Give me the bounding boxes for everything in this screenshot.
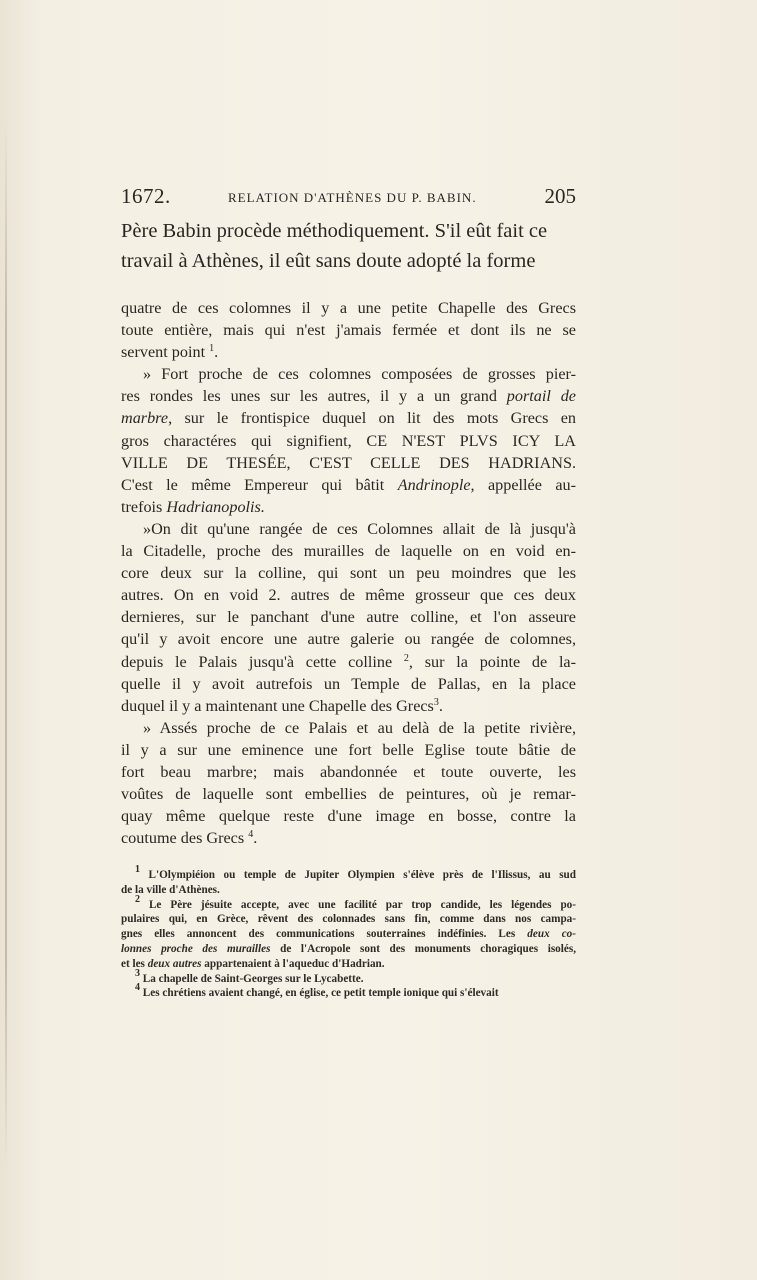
footnote-text: et les xyxy=(121,957,148,970)
footnote-text: de l'Acropole sont des monuments choragiques isolés, xyxy=(270,942,576,955)
footnote-line xyxy=(121,967,576,987)
footnote-line: de la ville d'Athènes. xyxy=(121,883,220,896)
footnote-line: pulaires qui, en Grèce, rêvent des colonnades sans fin, comme dans nos campa- xyxy=(121,913,576,926)
body-line: servent point $^1$. xyxy=(121,343,219,362)
italic-run: Andrinople, xyxy=(397,475,475,494)
body-text-run: , sur la pointe de la- xyxy=(408,652,577,671)
body-line: core deux sur la colline, qui sont un peu moindres que les xyxy=(121,564,576,583)
body-line: coutume des Grecs $^4$. xyxy=(121,829,258,848)
footnote-text: appartenaient à l'aqueduc d'Hadrian. xyxy=(201,957,385,970)
footnote-text: Le Père jésuite accepte, avec une facilité par trop candide, les légendes po- xyxy=(148,898,576,911)
body-line: fort beau marbre; mais abandonnée et toute ouverte, les xyxy=(121,762,576,781)
body-line: » Assés proche de ce Palais et au delà de la petite rivière, xyxy=(143,718,576,737)
italic-run: marbre xyxy=(121,409,169,428)
body-text-run: depuis le Palais jusqu'à cette colline xyxy=(121,652,404,671)
footnote-mark: 1 xyxy=(135,864,140,875)
body-line: gros charactéres qui signifient, CE N'EST PLVS ICY LA xyxy=(121,431,576,450)
footnote-text: Les chrétiens avaient changé, en église, ce petit temple ionique qui s'élevait xyxy=(142,987,499,1000)
footnote-mark: 4 xyxy=(135,982,140,994)
italic-run: portail de xyxy=(506,387,576,406)
body-line: autres. On en void 2. autres de même grosseur que ces deux xyxy=(121,586,576,605)
body-line: » Fort proche de ces colomnes composées de grosses pier- xyxy=(143,365,576,384)
body-text-run: duquel il y a maintenant une Chapelle des Grecs xyxy=(121,696,434,715)
body-line: voûtes de laquelle sont embellies de peintures, où je remar- xyxy=(121,785,576,804)
footnote-italic: deux autres xyxy=(147,957,202,970)
footnote-line xyxy=(121,982,576,1001)
body-line: »On dit qu'une rangée de ces Colomnes allait de là jusqu'à xyxy=(143,519,576,538)
footnote-text: La chapelle de Saint-Georges sur le Lycabette. xyxy=(142,972,364,985)
running-head xyxy=(121,184,576,214)
footnote-ref: 3 xyxy=(433,696,439,708)
body-line xyxy=(121,651,576,673)
body-line: quatre de ces colomnes il y a une petite Chapelle des Grecs xyxy=(121,299,576,317)
page-edge-shadow xyxy=(5,120,7,1170)
footnotes xyxy=(121,864,577,1001)
footnote-italic: lonnes proche des murailles xyxy=(121,942,271,955)
body-line: quay même quelque reste d'une image en bosse, contre la xyxy=(121,807,576,826)
body-line: qu'il y avoit encore une autre galerie ou rangée de colomnes, xyxy=(121,630,576,649)
body-line: VILLE DE THESÉE, C'EST CELLE DES HADRIANS. xyxy=(121,453,576,472)
body-text-run: C'est le même Empereur qui bâtit xyxy=(121,475,398,494)
footnote-line xyxy=(121,927,576,942)
footnote-mark: 3 xyxy=(135,967,140,979)
intro-line: Père Babin procède méthodiquement. S'il eût fait ce xyxy=(121,220,548,242)
body-line xyxy=(121,496,576,518)
footnote-line xyxy=(121,893,576,913)
body-text-run: appellée au- xyxy=(474,475,576,494)
footnote-mark: 2 xyxy=(135,893,140,905)
body-line: il y a sur une eminence une fort belle Eglise toute bâtie de xyxy=(121,740,576,759)
body-line: duquel il y a maintenant une Chapelle des Grecs$^3$. xyxy=(121,696,443,715)
intro-paragraph xyxy=(121,216,581,276)
header-year: 1672. xyxy=(121,184,171,208)
body-text-run: servent point xyxy=(121,343,210,362)
footnote-ref: 4 xyxy=(248,829,254,841)
page-number: 205 xyxy=(544,184,576,208)
footnote-ref: 2 xyxy=(403,652,409,664)
body-text-run: coutume des Grecs xyxy=(121,829,249,848)
body-text-run: , sur le frontispice duquel on lit des mots Grecs en xyxy=(168,409,576,428)
footnote-text: gnes elles annoncent des communications souterraines indéfinies. Les xyxy=(121,928,528,941)
header-title: RELATION D'ATHÈNES DU P. BABIN. xyxy=(228,190,477,205)
footnote-line xyxy=(121,942,576,957)
body-line xyxy=(121,474,576,496)
body-line: toute entière, mais qui n'est j'amais fermée et dont ils ne se xyxy=(121,321,576,340)
footnote-italic: deux co- xyxy=(527,928,576,941)
body-text xyxy=(121,297,576,849)
footnote-line xyxy=(121,864,577,883)
body-text-run: trefois xyxy=(121,497,167,516)
body-line: quelle il y avoit autrefois un Temple de Pallas, en la place xyxy=(121,674,576,693)
body-line xyxy=(121,407,576,429)
italic-run: Hadrianopolis. xyxy=(166,497,265,516)
footnote-text: L'Olympiéion ou temple de Jupiter Olympien s'élève près de l'Ilissus, au sud xyxy=(148,869,577,881)
body-text-run: res rondes les unes sur les autres, il y a un grand xyxy=(121,387,507,406)
body-line: la Citadelle, proche des murailles de laquelle on en void en- xyxy=(121,542,576,561)
footnote-ref: 1 xyxy=(209,343,215,355)
body-line xyxy=(121,385,576,407)
intro-line: travail à Athènes, il eût sans doute adopté la forme xyxy=(121,250,536,272)
body-line: dernieres, sur le panchant d'une autre colline, et l'on asseure xyxy=(121,608,576,627)
footnote-line xyxy=(121,957,576,972)
